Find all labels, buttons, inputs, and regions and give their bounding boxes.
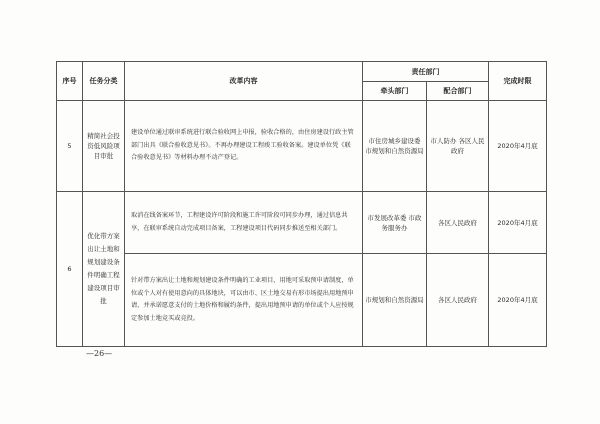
header-seq: 序号	[57, 62, 83, 101]
row-task: 精简社会投资低风险项目审批	[83, 101, 125, 192]
row-deadline: 2020年4月底	[489, 101, 547, 192]
row-coop: 各区人民政府	[427, 192, 489, 254]
row-lead: 市规划和自然资源局	[363, 254, 427, 347]
table-row	[57, 254, 547, 347]
header-dept-group: 责任部门	[363, 62, 489, 82]
row-content: 建设单位通过联审系统进行联合验收网上申报，验收合格的，由住房建设行政主管部门出具《联合验收意见书》。不再办理建设工程竣工验收备案。建设单位凭《联合验收意见书》等材料办理不动产登记。	[125, 101, 363, 192]
page-number: —26—	[86, 349, 113, 358]
table-row	[57, 101, 547, 192]
row-deadline: 2020年4月底	[489, 254, 547, 347]
table-row	[57, 192, 547, 254]
header-task: 任务分类	[83, 62, 125, 101]
row-content: 针对带方案出让土地和规划建设条件明确的工业项目，用地可采取预申请制度，单位或个人对有使用意向的具体地块，可以由市、区土地交易有形市场提出用地预申请，并承诺愿意支付的土地价格和履约条件，提出用地预申请的单位或个人应按规定参加土地竞买或竞投。	[125, 254, 363, 347]
row-seq: 5	[57, 101, 83, 192]
reform-table	[56, 61, 547, 347]
row-coop: 各区人民政府	[427, 254, 489, 347]
row-task: 优化带方案出让土地和规划建设条件明确工程建设项目审批	[83, 192, 125, 347]
header-coop: 配合部门	[427, 82, 489, 101]
row-coop: 市人防办 各区人民政府	[427, 101, 489, 192]
header-content: 改革内容	[125, 62, 363, 101]
row-deadline: 2020年4月底	[489, 192, 547, 254]
row-lead: 市住房城乡建设委 市规划和自然资源局	[363, 101, 427, 192]
row-lead: 市发展改革委 市政务服务办	[363, 192, 427, 254]
header-row	[57, 62, 547, 82]
header-lead: 牵头部门	[363, 82, 427, 101]
row-seq: 6	[57, 192, 83, 347]
header-deadline: 完成时限	[489, 62, 547, 101]
row-content: 取消在线备案环节，工程建设许可阶段和施工许可阶段可同步办理，通过信息共享，在联审系统自动完成项目备案，工程建设项目代码同步推送至相关部门。	[125, 192, 363, 254]
